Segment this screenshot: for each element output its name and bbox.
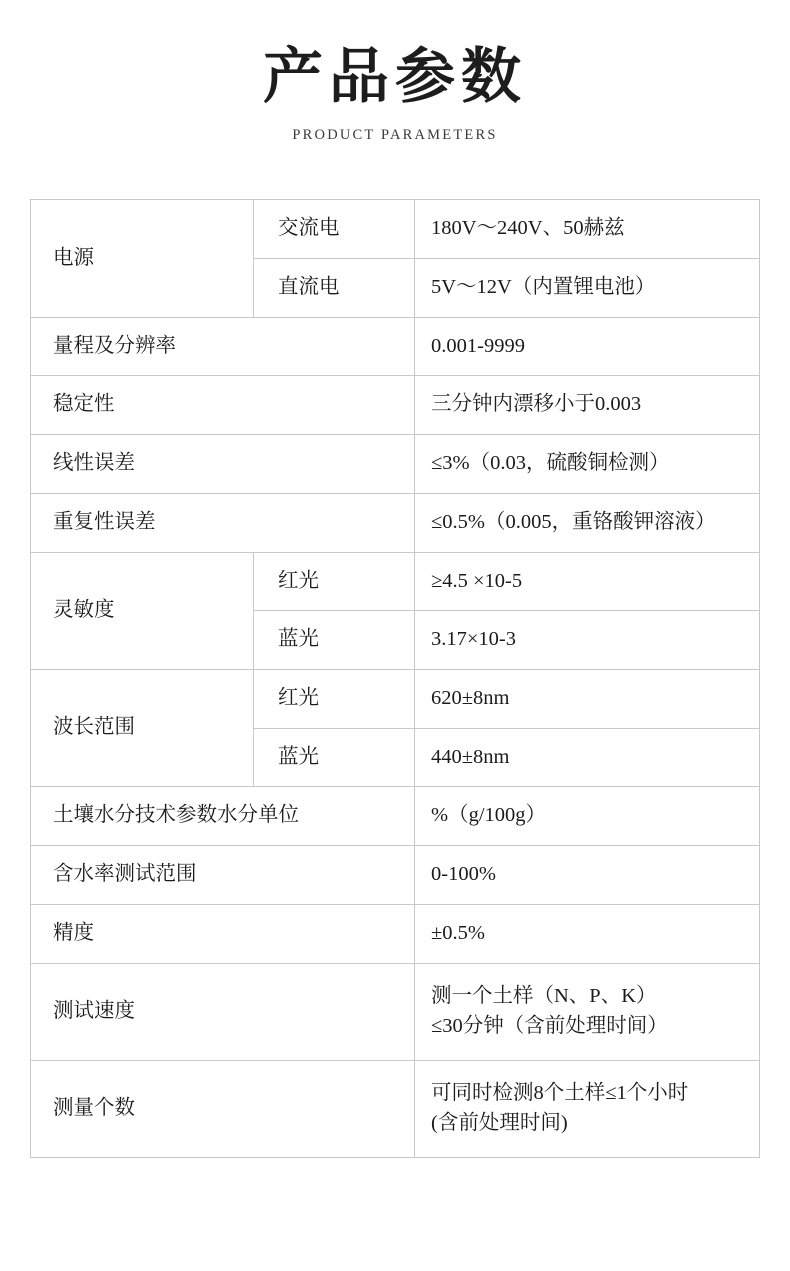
page-subtitle: PRODUCT PARAMETERS bbox=[292, 127, 498, 144]
row-sublabel: 蓝光 bbox=[254, 728, 415, 787]
row-sublabel: 红光 bbox=[254, 552, 415, 611]
row-value: 三分钟内漂移小于0.003 bbox=[415, 376, 760, 435]
row-sublabel: 直流电 bbox=[254, 258, 415, 317]
table-row bbox=[31, 787, 760, 846]
page-title: 产品参数 bbox=[263, 44, 527, 110]
table-row bbox=[31, 493, 760, 552]
row-label: 含水率测试范围 bbox=[31, 846, 415, 905]
row-value: 440±8nm bbox=[415, 728, 760, 787]
row-value: 620±8nm bbox=[415, 669, 760, 728]
table-row bbox=[31, 669, 760, 728]
row-value: 5V～12V（内置锂电池） bbox=[415, 258, 760, 317]
row-label: 重复性误差 bbox=[31, 493, 415, 552]
row-sublabel: 交流电 bbox=[254, 200, 415, 259]
table-row bbox=[31, 200, 760, 259]
table-row bbox=[31, 376, 760, 435]
row-value: 180V～240V、50赫兹 bbox=[415, 200, 760, 259]
table-row bbox=[31, 904, 760, 963]
row-label: 土壤水分技术参数水分单位 bbox=[31, 787, 415, 846]
row-value: ±0.5% bbox=[415, 904, 760, 963]
table-row bbox=[31, 552, 760, 611]
spec-table bbox=[30, 199, 760, 1157]
row-sublabel: 蓝光 bbox=[254, 611, 415, 670]
spec-table-container bbox=[30, 199, 760, 1157]
row-label: 线性误差 bbox=[31, 435, 415, 494]
row-label: 测试速度 bbox=[31, 963, 415, 1060]
row-value: 3.17×10-3 bbox=[415, 611, 760, 670]
row-label: 稳定性 bbox=[31, 376, 415, 435]
row-label: 测量个数 bbox=[31, 1060, 415, 1157]
row-value-line1: 测一个土样（N、P、K） bbox=[431, 984, 657, 1007]
row-label: 电源 bbox=[31, 200, 254, 317]
row-value: 0.001-9999 bbox=[415, 317, 760, 376]
row-value: ≥4.5 ×10-5 bbox=[415, 552, 760, 611]
table-row bbox=[31, 963, 760, 1060]
row-value-line2: ≤30分钟（含前处理时间） bbox=[431, 1014, 668, 1037]
row-label: 精度 bbox=[31, 904, 415, 963]
table-row bbox=[31, 1060, 760, 1157]
row-value: 0-100% bbox=[415, 846, 760, 905]
table-row bbox=[31, 435, 760, 494]
row-value: ≤0.5%（0.005，重铬酸钾溶液） bbox=[415, 493, 760, 552]
row-value-line2: (含前处理时间) bbox=[431, 1111, 568, 1134]
row-value-line1: 可同时检测8个土样≤1个小时 bbox=[431, 1081, 689, 1104]
page-header bbox=[0, 0, 790, 144]
row-sublabel: 红光 bbox=[254, 669, 415, 728]
row-label: 灵敏度 bbox=[31, 552, 254, 669]
row-value bbox=[415, 963, 760, 1060]
row-value: %（g/100g） bbox=[415, 787, 760, 846]
row-label: 量程及分辨率 bbox=[31, 317, 415, 376]
table-row bbox=[31, 846, 760, 905]
row-value bbox=[415, 1060, 760, 1157]
row-value: ≤3%（0.03，硫酸铜检测） bbox=[415, 435, 760, 494]
row-label: 波长范围 bbox=[31, 669, 254, 786]
table-row bbox=[31, 317, 760, 376]
